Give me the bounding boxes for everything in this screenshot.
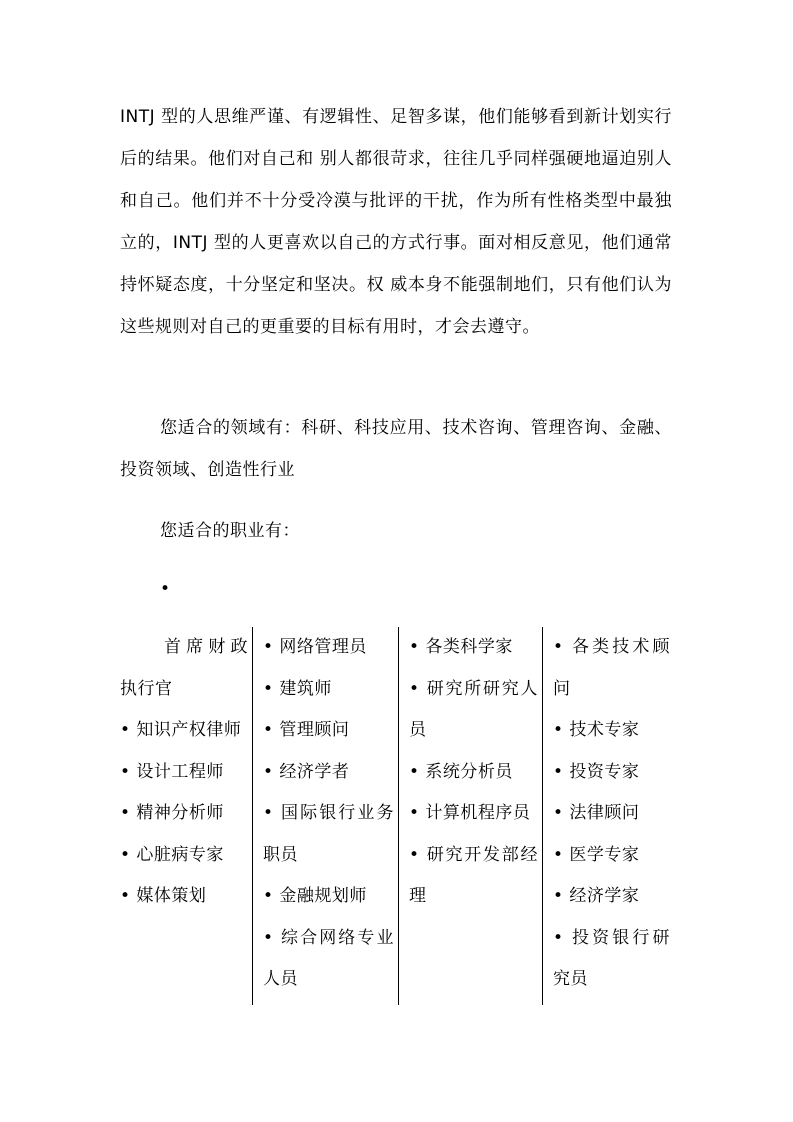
job-item: • 投资银行研究员 <box>553 927 670 989</box>
job-item: 首席财政执行官 <box>120 637 248 699</box>
job-item: • 知识产权律师 <box>120 720 242 740</box>
job-item: • 设计工程师 <box>120 761 224 782</box>
job-item: • 金融规划师 <box>263 886 367 906</box>
jobs-column-3 <box>398 627 542 1005</box>
intro-paragraph: INTJ 型的人思维严谨、有逻辑性、足智多谋，他们能够看到新计划实行后的结果。他们对自己和 别人都很苛求，往往几乎同样强硬地逼迫别人和自己。他们并不十分受冷漠与批评的干扰，作为所有性格类型中最独立的，INTJ 型的人更喜欢以自己的方式行事。面对相反意见，他们通常持怀疑态度，十分坚定和坚决。权 威本身不能强制地们，只有他们认为这些规则对自己的更重要的目标有用时，才会去遵守。 <box>120 107 672 337</box>
job-item: • 综合网络专业人员 <box>263 927 394 989</box>
jobs-heading: 您适合的职业有： <box>160 521 300 541</box>
job-item: • 技术专家 <box>553 720 640 740</box>
job-item: • 精神分析师 <box>120 803 224 823</box>
jobs-column-1 <box>114 627 252 1005</box>
job-item: • 管理顾问 <box>263 720 350 740</box>
job-item: • 经济学家 <box>553 886 640 906</box>
job-item: • 建筑师 <box>263 678 332 699</box>
jobs-column-2 <box>252 627 398 1005</box>
job-item: • 各类科学家 <box>409 637 513 657</box>
job-item: • 系统分析员 <box>409 761 513 782</box>
job-item: • 国际银行业务职员 <box>263 803 394 865</box>
lone-bullet: • <box>160 579 171 599</box>
job-item: • 投资专家 <box>553 761 640 782</box>
job-item: • 研究所研究人员 <box>409 678 538 740</box>
job-item: • 法律顾问 <box>553 803 640 823</box>
fields-paragraph: 您适合的领域有：科研、科技应用、技术咨询、管理咨询、金融、投资领域、创造性行业 <box>120 418 672 480</box>
jobs-column-4 <box>542 627 674 1005</box>
job-item: • 研究开发部经理 <box>409 844 538 906</box>
job-item: • 网络管理员 <box>263 637 367 657</box>
job-item: • 计算机程序员 <box>409 803 531 823</box>
job-item: • 媒体策划 <box>120 886 207 906</box>
job-item: • 经济学者 <box>263 761 350 782</box>
job-item: • 心脏病专家 <box>120 844 224 865</box>
job-item: • 各类技术顾问 <box>553 637 670 699</box>
job-item: • 医学专家 <box>553 844 640 865</box>
